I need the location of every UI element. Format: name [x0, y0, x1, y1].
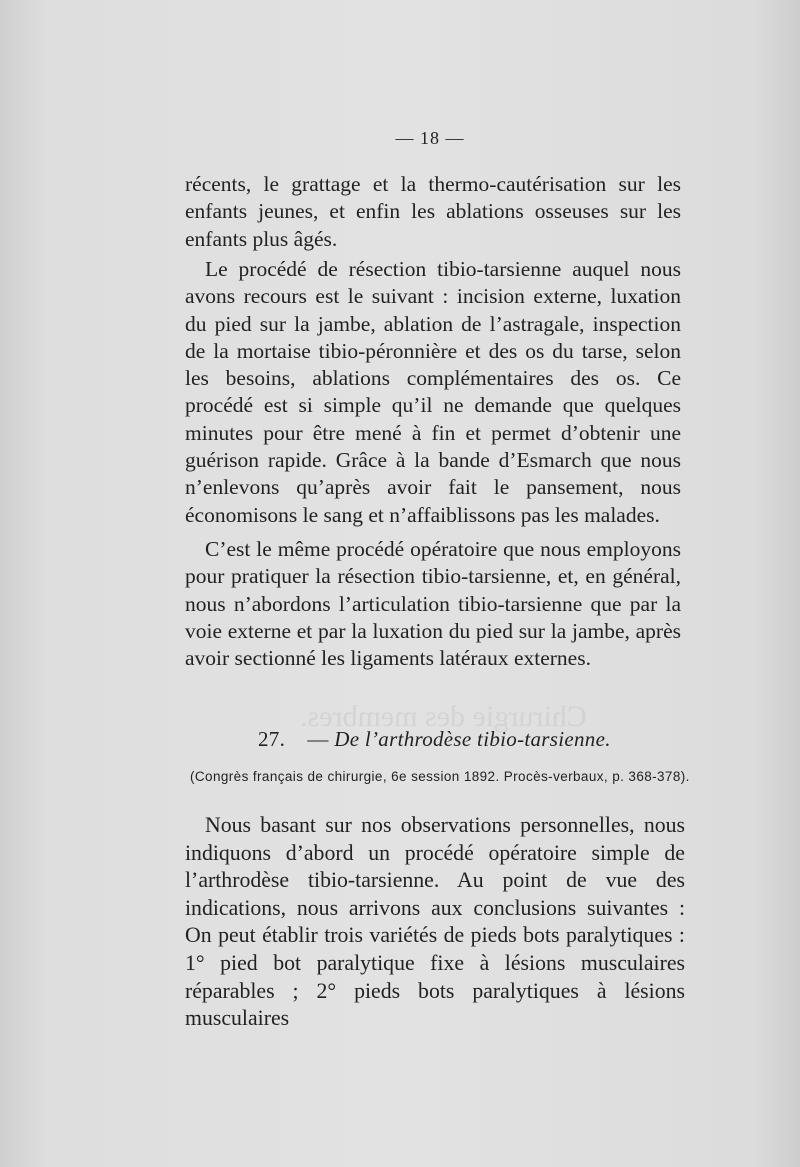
page-number: — 18 — — [395, 128, 465, 148]
bleed-through-decoration: Chirurgie des membres. — [300, 700, 587, 733]
paragraph-arthrodesis: Nous basant sur nos observations personnelles, nous indiquons d’abord un procédé opératoire simple de l’arthrodèse tibio-tarsienne. Au point de vue des indications, nous arrivons aux conclusions suivantes : On peut établir trois variétés de pieds bots paralytiques : 1° pied bot paralytique fixe à lésions musculaires réparables ; 2° pieds bots paralytiques à lésions musculaires — [185, 813, 685, 1031]
paragraph-continued: récents, le grattage et la thermo-cautérisation sur les enfants jeunes, et enfin les ablations osseuses sur les enfants plus âgés. — [185, 172, 681, 251]
section-heading — [258, 727, 611, 752]
paragraph-resection-procedure: Le procédé de résection tibio-tarsienne auquel nous avons recours est le suivant : incision externe, luxation du pied sur la jambe, ablation de l’astragale, inspection de la mortaise tibio-péronnière et des os du tarse, selon les besoins, ablations complémentaires des os. Ce procédé est si simple qu’il ne demande que quelques minutes pour être mené à fin et permet d’obtenir une guérison rapide. Grâce à la bande d’Esmarch que nous n’enlevons qu’après avoir fait le pansement, nous économisons le sang et n’affaiblissons pas les malades. — [185, 257, 681, 527]
section-number: 27. — [258, 727, 286, 751]
paragraph-same-procedure: C’est le même procédé opératoire que nous employons pour pratiquer la résection tibio-tarsienne, et, en général, nous n’abordons l’articulation tibio-tarsienne que par la voie externe et par la luxation du pied sur la jambe, après avoir sectionné les ligaments latéraux externes. — [185, 537, 681, 671]
section-title: De l’arthrodèse tibio-tarsienne. — [334, 727, 611, 751]
section-dash: — — [307, 727, 329, 751]
citation: (Congrès français de chirurgie, 6e session 1892. Procès-verbaux, p. 368-378). — [190, 769, 690, 784]
